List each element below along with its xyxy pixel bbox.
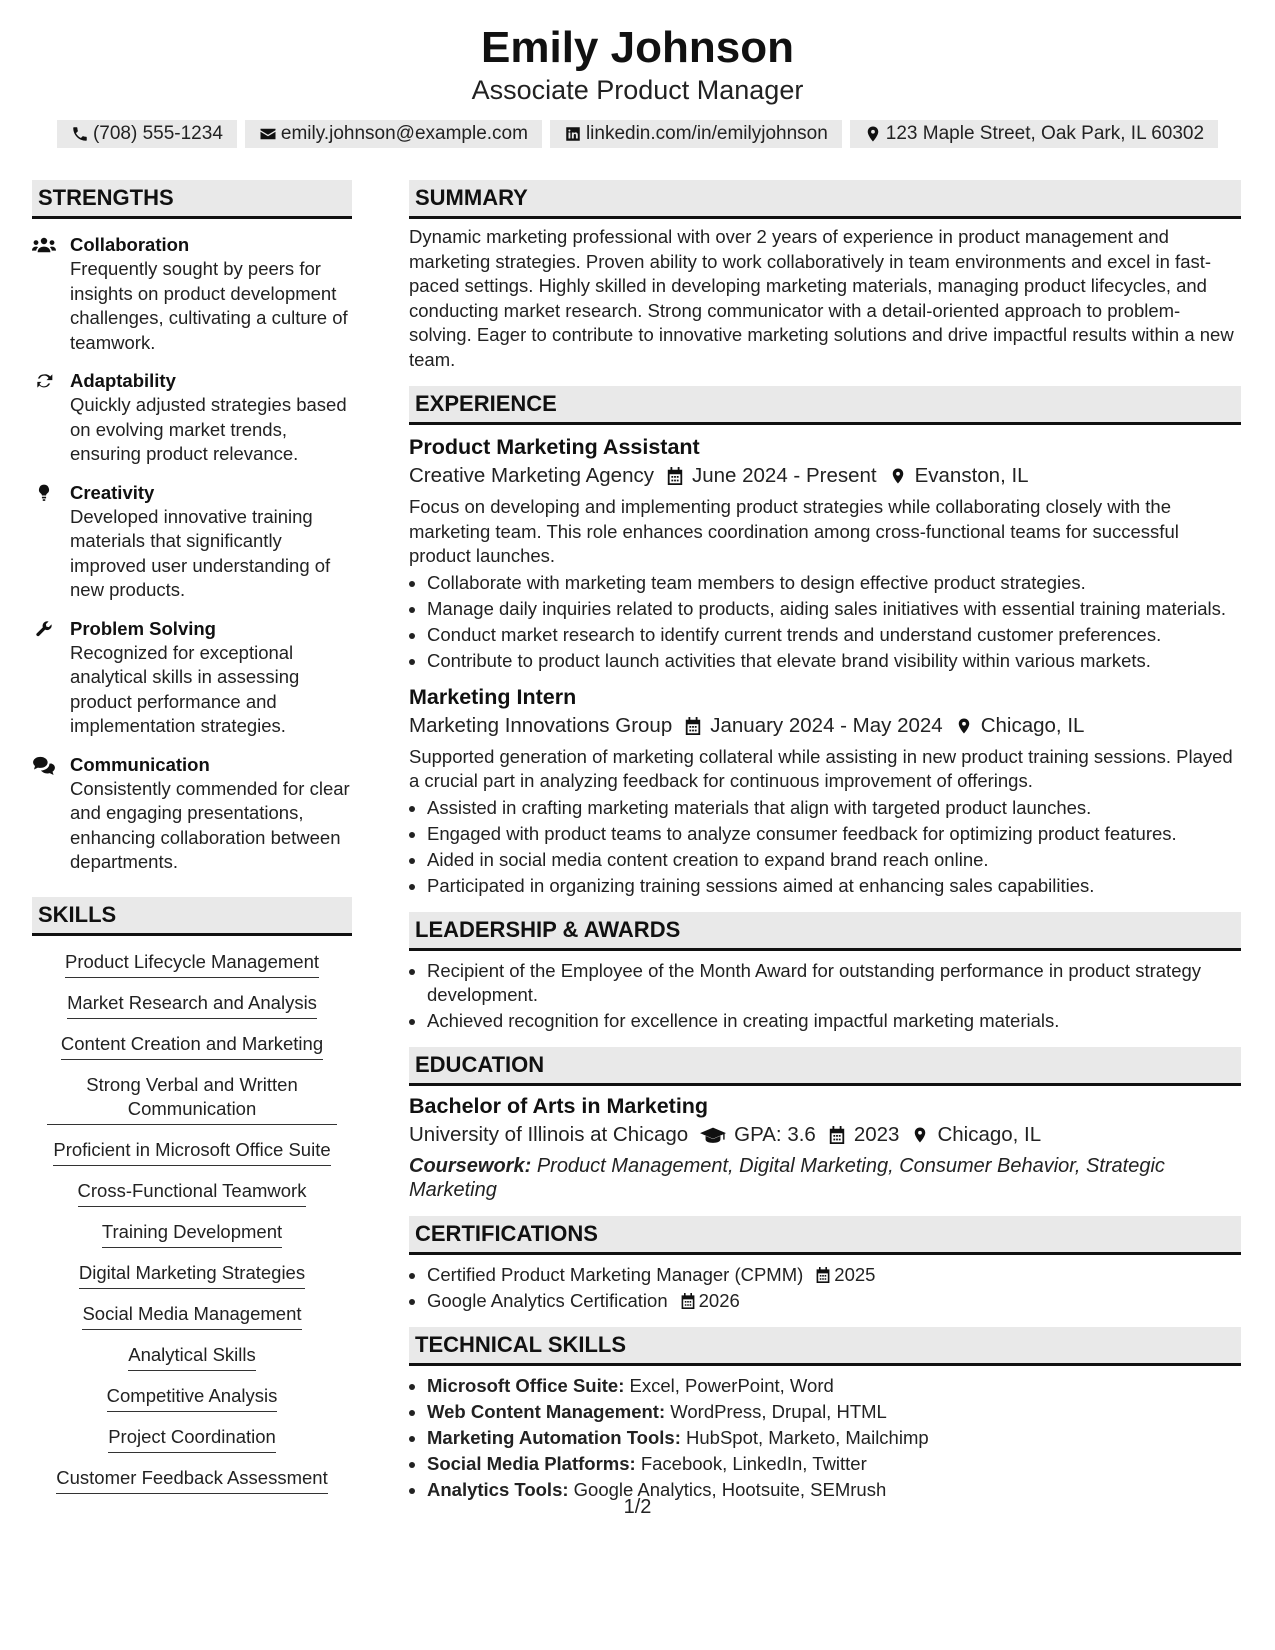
calendar-icon	[680, 1292, 696, 1310]
job-description: Focus on developing and implementing product strategies while collaborating closely with the marketing team. This role enhances coordination among cross-functional teams for successful product launches.	[409, 496, 1179, 566]
job-bullet: • Conduct market research to identify current trends and understand customer preferences.	[427, 623, 1241, 647]
linkedin-icon	[564, 125, 582, 143]
experience-heading: EXPERIENCE	[409, 386, 1241, 425]
technical-skills-heading: TECHNICAL SKILLS	[409, 1327, 1241, 1366]
leadership-heading: LEADERSHIP & AWARDS	[409, 912, 1241, 951]
coursework	[409, 1154, 1241, 1202]
comments-icon	[32, 755, 56, 775]
left-column	[32, 180, 352, 1507]
certification-name: • Google Analytics Certification	[427, 1289, 668, 1311]
certification-name: • Certified Product Marketing Manager (CPMM)	[427, 1263, 804, 1285]
job-bullet: • Engaged with product teams to analyze consumer feedback for optimizing product features.	[427, 822, 1241, 846]
strength-title: Problem Solving	[70, 617, 216, 639]
job-dates: January 2024 - May 2024	[710, 713, 943, 737]
graduation-year: 2023	[853, 1122, 900, 1146]
users-icon	[32, 235, 56, 255]
strength-title: Communication	[70, 753, 210, 775]
address-text: 123 Maple Street, Oak Park, IL 60302	[885, 123, 1205, 144]
skill-item: Market Research and Analysis	[67, 991, 317, 1019]
summary-section	[409, 180, 1241, 372]
skills-list	[32, 950, 352, 1507]
strength-desc: Frequently sought by peers for insights on product development challenges, cultivating a culture of teamwork.	[70, 258, 348, 353]
contact-bar	[0, 120, 1275, 148]
skill-item: Social Media Management	[82, 1302, 301, 1330]
school-name: University of Illinois at Chicago	[409, 1122, 689, 1146]
job-location: Evanston, IL	[914, 464, 1029, 487]
skill-item: Analytical Skills	[128, 1343, 256, 1371]
lightbulb-icon	[32, 483, 56, 503]
job-bullet: • Collaborate with marketing team members to design effective product strategies.	[427, 571, 1241, 595]
strengths-heading: STRENGTHS	[32, 180, 352, 219]
technical-skills-list	[409, 1374, 1241, 1502]
certification-item	[427, 1263, 1241, 1287]
candidate-title: Associate Product Manager	[471, 75, 804, 105]
job-entry	[409, 683, 1241, 898]
leadership-section	[409, 912, 1241, 1033]
technical-skill-item	[427, 1426, 1241, 1450]
skill-item: Digital Marketing Strategies	[79, 1261, 305, 1289]
map-marker-icon	[864, 125, 882, 143]
education-location: Chicago, IL	[937, 1122, 1042, 1146]
calendar-icon	[666, 466, 684, 486]
leadership-list	[409, 959, 1241, 1033]
technical-skill-label: Web Content Management:	[427, 1400, 666, 1422]
job-entry	[409, 433, 1241, 673]
summary-heading: SUMMARY	[409, 180, 1241, 219]
coursework-text: Product Management, Digital Marketing, Consumer Behavior, Strategic Marketing	[409, 1154, 1165, 1201]
linkedin-text: linkedin.com/in/emilyjohnson	[585, 123, 828, 144]
strength-title: Collaboration	[70, 234, 190, 255]
technical-skill-label: Marketing Automation Tools:	[427, 1426, 681, 1448]
job-bullets	[409, 571, 1241, 673]
job-title: Product Marketing Assistant	[409, 435, 700, 459]
contact-phone[interactable]	[57, 120, 237, 148]
education-meta	[409, 1120, 1241, 1150]
experience-section	[409, 386, 1241, 898]
right-column	[409, 180, 1241, 1516]
job-description: Supported generation of marketing collateral while assisting in new product training sessions. Played a crucial part in analyzing feedback for continuous improvement of offerings.	[409, 745, 1233, 791]
summary-text: Dynamic marketing professional with over 2 years of experience in product management and marketing strategies. Proven ability to work collaboratively in team environments and excel in fast-paced settings. Highly skilled in developing marketing materials, managing product lifecycles, and conducting market research. Strong communicator with a detail-oriented approach to problem-solving. Eager to contribute to innovative marketing solutions and drive impactful results within a new team.	[409, 226, 1234, 370]
graduation-cap-icon	[700, 1125, 726, 1145]
certification-year: 2025	[834, 1263, 876, 1285]
degree: Bachelor of Arts in Marketing	[409, 1093, 709, 1118]
certifications-section	[409, 1216, 1241, 1313]
technical-skill-value: HubSpot, Marketo, Mailchimp	[686, 1426, 929, 1448]
calendar-icon	[815, 1266, 831, 1284]
map-marker-icon	[889, 466, 907, 486]
strength-desc: Developed innovative training materials that significantly improved user understanding of new products.	[70, 505, 331, 600]
phone-text: (708) 555-1234	[92, 123, 223, 144]
job-bullet: • Participated in organizing training sessions aimed at enhancing sales capabilities.	[427, 874, 1241, 898]
strength-item	[32, 369, 352, 467]
coursework-label: Coursework:	[409, 1154, 532, 1177]
certification-year: 2026	[698, 1289, 740, 1311]
skills-heading: SKILLS	[32, 897, 352, 936]
job-bullet: • Contribute to product launch activities that elevate brand visibility within various markets.	[427, 649, 1241, 673]
skill-item: Project Coordination	[108, 1425, 276, 1453]
skill-item: Customer Feedback Assessment	[56, 1466, 327, 1494]
skill-item: Cross-Functional Teamwork	[78, 1179, 307, 1207]
contact-address	[850, 120, 1218, 148]
map-marker-icon	[955, 716, 973, 736]
education-heading: EDUCATION	[409, 1047, 1241, 1086]
technical-skill-label: Microsoft Office Suite:	[427, 1374, 625, 1396]
strength-desc: Quickly adjusted strategies based on evolving market trends, ensuring product relevance.	[70, 394, 347, 464]
strength-item	[32, 617, 352, 739]
strength-title: Creativity	[70, 481, 155, 503]
job-bullets	[409, 796, 1241, 898]
sync-icon	[32, 371, 56, 391]
strength-desc: Consistently commended for clear and engaging presentations, enhancing collaboration between departments.	[70, 777, 350, 872]
job-bullet: • Manage daily inquiries related to products, aiding sales initiatives with essential training materials.	[427, 597, 1241, 621]
leadership-item: • Recipient of the Employee of the Month Award for outstanding performance in product strategy development.	[427, 959, 1241, 1007]
phone-icon	[71, 125, 89, 143]
skill-item: Strong Verbal and Written Communication	[47, 1073, 337, 1125]
strength-item	[32, 753, 352, 875]
job-company: Marketing Innovations Group	[409, 713, 673, 737]
email-text: emily.johnson@example.com	[280, 123, 528, 144]
job-bullet: • Assisted in crafting marketing materials that align with targeted product launches.	[427, 796, 1241, 820]
skill-item: Competitive Analysis	[107, 1384, 278, 1412]
technical-skill-label: Social Media Platforms:	[427, 1452, 636, 1474]
envelope-icon	[259, 125, 277, 143]
technical-skill-item	[427, 1452, 1241, 1476]
technical-skill-value: Excel, PowerPoint, Word	[629, 1374, 834, 1396]
job-meta	[409, 461, 1241, 491]
certifications-list	[409, 1263, 1241, 1313]
job-location: Chicago, IL	[980, 713, 1085, 737]
strength-item	[32, 233, 352, 355]
strength-title: Adaptability	[70, 370, 176, 391]
page-number: 1/2	[623, 1496, 652, 1518]
technical-skill-label: Analytics Tools:	[427, 1478, 569, 1500]
gpa: GPA: 3.6	[734, 1122, 816, 1146]
strength-item	[32, 481, 352, 603]
technical-skill-value: WordPress, Drupal, HTML	[670, 1400, 887, 1422]
job-bullet: • Aided in social media content creation to expand brand reach online.	[427, 848, 1241, 872]
certification-item	[427, 1289, 1241, 1313]
certifications-heading: CERTIFICATIONS	[409, 1216, 1241, 1255]
job-dates: June 2024 - Present	[691, 464, 877, 487]
strength-desc: Recognized for exceptional analytical skills in assessing product performance and implementation strategies.	[70, 641, 300, 736]
wrench-icon	[32, 619, 56, 639]
skill-item: Proficient in Microsoft Office Suite	[53, 1138, 330, 1166]
technical-skill-value: Google Analytics, Hootsuite, SEMrush	[573, 1478, 887, 1500]
candidate-name: Emily Johnson	[481, 23, 794, 72]
education-section	[409, 1047, 1241, 1202]
resume-header	[0, 22, 1275, 148]
map-marker-icon	[911, 1125, 929, 1145]
calendar-icon	[828, 1125, 846, 1145]
skill-item: Training Development	[102, 1220, 282, 1248]
leadership-item: • Achieved recognition for excellence in creating impactful marketing materials.	[427, 1009, 1241, 1033]
technical-skill-value: Facebook, LinkedIn, Twitter	[640, 1452, 867, 1474]
calendar-icon	[684, 716, 702, 736]
job-meta	[409, 711, 1241, 741]
job-title: Marketing Intern	[409, 684, 577, 709]
technical-skills-section	[409, 1327, 1241, 1502]
contact-linkedin[interactable]	[550, 120, 842, 148]
technical-skill-item	[427, 1400, 1241, 1424]
job-company: Creative Marketing Agency	[409, 464, 654, 487]
contact-email[interactable]	[245, 120, 542, 148]
skill-item: Product Lifecycle Management	[65, 950, 319, 978]
technical-skill-item	[427, 1374, 1241, 1398]
skill-item: Content Creation and Marketing	[61, 1032, 323, 1060]
